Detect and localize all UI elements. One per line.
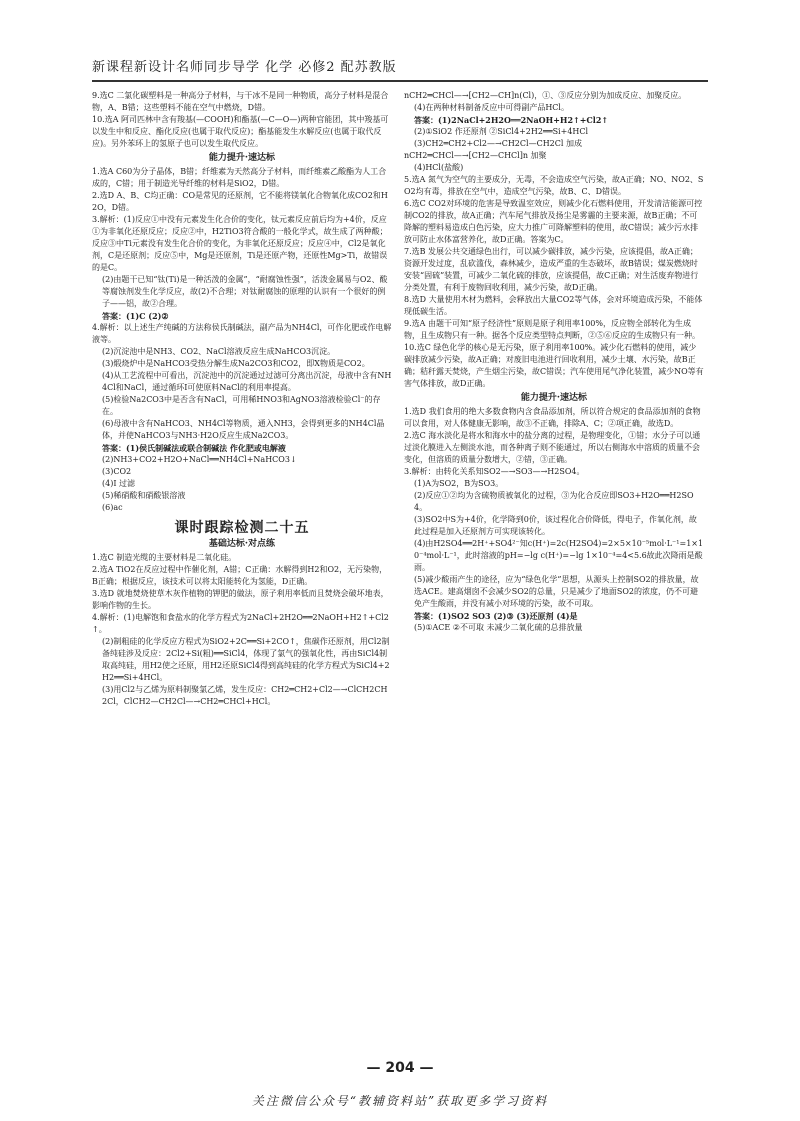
text-line: (4)HCl(盐酸): [414, 163, 464, 172]
text-line: (6)ac: [102, 503, 123, 512]
text-line: 4.解析：(1)电解饱和食盐水的化学方程式为2NaCl+2H2O══2NaOH+H2↑+Cl2↑。: [92, 613, 389, 634]
text-line: (3)用Cl2与乙烯为原料制聚氯乙烯，发生反应：CH2═CH2+Cl2—→ClCH2CH2Cl，ClCH2—CH2Cl—→CH2═CHCl+HCl。: [102, 685, 388, 706]
text-line: 2.选A TiO2在反应过程中作催化剂，A错；C正确：水解得到H2和O2，无污染物，B正确；根据反应，该技术可以将太阳能转化为氢能，D正确。: [92, 565, 388, 586]
text-line: 答案：(1)侯氏制碱法或联合制碱法 作化肥或电解液: [102, 443, 286, 453]
text-line: (2)沉淀池中是NH3、CO2、NaCl溶液反应生成NaHCO3沉淀。: [102, 347, 336, 356]
text-line: 1.选D 我们食用的绝大多数食物内含食品添加剂，所以符合规定的食品添加剂的食物可以食用，对人体健康无影响，故③不正确，排除A、C；②项正确，故选D。: [404, 407, 701, 428]
text-line: 答案：(1)2NaCl+2H2O══2NaOH+H2↑+Cl2↑: [414, 115, 609, 125]
text-line: (2)①SiO2 作还原剂 ②SiCl4+2H2══Si+4HCl: [414, 127, 589, 136]
text-line: (4)从工艺流程中可看出，沉淀池中的沉淀通过过滤可分离出沉淀，母液中含有NH4Cl和NaCl，通过循环Ⅰ可使原料NaCl的利用率提高。: [102, 371, 392, 392]
text-line: 5.选A 氮气为空气的主要成分，无毒，不会造成空气污染，故A正确；NO、NO2、SO2均有毒，排放在空气中，造成空气污染，故B、C、D错误。: [404, 175, 704, 196]
text-line: 答案：(1)SO2 SO3 (2)③ (3)还原剂 (4)是: [414, 611, 578, 621]
text-line: 3.解析：(1)反应①中没有元素发生化合价的变化，钛元素反应前后均为+4价，反应①为非氧化还原反应；反应②中，H2TiO3符合酸的一般化学式，故生成了两种酸；反应③中Ti元素没有发生化合价的变化，为非氧化还原反应；反应④中，Cl2是氧化剂，C是还原剂；反应⑤中，Mg是还原剂，Ti是还原产物，还原性Mg>Ti，故错误的是C。: [92, 215, 388, 272]
text-line: 7.选B 发展公共交通绿色出行，可以减少碳排放，减少污染，应该提倡，故A正确；资源开发过度，乱砍滥伐，森林减少，造成严重的生态破坏，故B错误；煤炭燃烧时安装“固硫”装置，可减少二氧化硫的排放，应该提倡，故C正确；对生活废弃物进行分类处置，有利于废物回收利用，减少污染，故D正确。: [404, 247, 699, 292]
page-number: — 204 —: [366, 1060, 434, 1076]
text-line: 3.选D 就地焚烧使草木灰作植物的钾肥的做法，原子利用率低而且焚烧会破坏地表，影响作物的生长。: [92, 589, 389, 610]
text-line: (2)NH3+CO2+H2O+NaCl══NH4Cl+NaHCO3↓: [102, 455, 297, 464]
text-line: (1)A为SO2，B为SO3。: [414, 479, 504, 488]
text-line: (2)反应①②均为含硫物质被氧化的过程，③为化合反应即SO3+H2O══H2SO4。: [414, 491, 694, 512]
text-line: 6.选C CO2对环境的危害是导致温室效应，则减少化石燃料使用，开发清洁能源可控制CO2的排放，故A正确；汽车尾气排放及扬尘是雾霾的主要来源，故B正确；不可降解的塑料易造成白色污染，应大力推广可降解塑料的使用，故C错误；减少污水排放可防止水体富营养化，故D正确。答案为C。: [404, 199, 703, 244]
text-line: 2.选C 海水淡化是将水和海水中的盐分离的过程，是物理变化，①错；水分子可以通过淡化膜进入左侧淡水池，而各种离子则不能通过，所以右侧海水中溶质的质量不会变化，但溶质的质量分数增大，②错，③正确。: [404, 431, 701, 464]
text-line: 答案：(1)C (2)②: [102, 311, 169, 321]
text-line: (5)①ACE ②不可取 未减少二氧化硫的总排放量: [414, 623, 583, 632]
sub-heading-basic: 基础达标·对点练: [208, 539, 276, 549]
text-line: nCH2═CHCl—→[CH2—CH]n(Cl)，①、③反应分别为加成反应、加聚反应。: [404, 91, 687, 100]
text-line: (4)在两种材料制备反应中可得副产品HCl。: [414, 103, 569, 112]
text-line: 1.选C 制造光缆的主要材料是二氧化硅。: [92, 553, 237, 562]
text-line: (5)稀硝酸和硝酸银溶液: [102, 491, 186, 500]
text-line: 1.选A C60为分子晶体，B错；纤维素为天然高分子材料，而纤维素乙酸酯为人工合成的，C错；用于制造光导纤维的材料是SiO2，D错。: [92, 167, 387, 188]
left-column: [92, 90, 392, 708]
text-line: (3)CO2: [102, 467, 132, 476]
text-line: (3)煅烧炉中是NaHCO3受热分解生成Na2CO3和CO2，即X物质是CO2。: [102, 359, 370, 368]
text-line: (4)Ⅰ 过滤: [102, 479, 136, 488]
text-line: 9.选C 二氯化碳塑料是一种高分子材料，与干冰不是同一种物质，高分子材料是混合物，A、B错；这些塑料不能在空气中燃烧，D错。: [92, 91, 389, 112]
text-line: 2.选D A、B、C均正确：CO是常见的还原剂，它不能将镁氧化合物氧化成CO2和H2O，D错。: [92, 191, 388, 212]
text-line: 9.选A 由题干可知“原子经济性”原则是原子利用率100%，反应物全部转化为生成物，且生成物只有一种。据各个反应类型特点判断，②⑤⑥反应的生成物只有一种。: [404, 319, 700, 340]
text-line: (2)由题干已知“钛(Ti)是一种活泼的金属”，“耐腐蚀性强”，活泼金属易与O2、酸等腐蚀剂发生化学反应，故(2)不合理；对钛耐腐蚀的原理的认识有一个很好的例子——铝，故②合理。: [102, 275, 388, 308]
text-line: 10.选C 绿色化学的核心是无污染，原子利用率100%。减少化石燃料的使用，减少碳排放减少污染，故A正确；对废旧电池进行回收利用，减少土壤、水污染，故B正确；秸秆露天焚烧，产生烟尘污染，故C错误；汽车使用尾气净化装置，减少NO等有害气体排放，故D正确。: [404, 343, 704, 388]
text-line: (3)SO2中S为+4价，化学降到0价，该过程化合价降低，得电子，作氧化剂，故此过程是加入还原剂方可实现该转化。: [414, 515, 697, 536]
text-line: 4.解析：以上述生产纯碱的方法称侯氏制碱法，副产品为NH4Cl，可作化肥或作电解液等。: [92, 323, 392, 344]
sub-heading-ability-right: 能力提升·速达标: [520, 393, 588, 403]
sub-heading-ability: 能力提升·速达标: [208, 153, 276, 163]
text-line: (4)由H2SO4══2H⁺+SO4²⁻知c(H⁺)=2c(H2SO4)=2×5×10⁻⁵mol·L⁻¹=1×10⁻⁴mol·L⁻¹，此时溶液的pH=−lg c(H⁺)=−lg 1×10⁻⁴=4<5.6故此次降雨是酸雨。: [414, 539, 704, 572]
text-line: (6)母液中含有NaHCO3、NH4Cl等物质，通入NH3，会得到更多的NH4Cl晶体，并使NaHCO3与NH3·H2O反应生成Na2CO3。: [102, 419, 385, 440]
text-line: 3.解析：由转化关系知SO2—→SO3—→H2SO4。: [404, 467, 585, 476]
section-title: 课时跟踪检测二十五: [174, 520, 310, 536]
page-header: 新课程新设计名师同步导学 化学 必修2 配苏教版: [92, 60, 397, 75]
right-column: [404, 90, 704, 634]
text-line: 10.选A 阿司匹林中含有羧基(—COOH)和酯基(—C—O—)两种官能团，其中羧基可以发生中和反应、酯化反应(也属于取代反应)；酯基能发生水解反应(也属于取代反应)。另外苯环上的氢原子也可以发生取代反应。: [92, 115, 389, 148]
text-line: 8.选D 大量使用木材为燃料，会释放出大量CO2等气体，会对环境造成污染，不能体现低碳生活。: [404, 295, 703, 316]
text-line: (3)CH2═CH2+Cl2—→CH2Cl—CH2Cl 加成: [414, 139, 582, 148]
text-line: (2)制粗硅的化学反应方程式为SiO2+2C══Si+2CO↑，焦碳作还原剂，用Cl2制备纯硅涉及反应：2Cl2+Si(粗)══SiCl4，体现了氯气的强氧化性，再由SiCl4制取高纯硅，用H2使之还原，用H2还原SiCl4得到高纯硅的化学方程式为SiCl4+2H2══Si+4HCl。: [102, 637, 390, 682]
footer-note: 关注微信公众号“教辅资料站”获取更多学习资料: [251, 1094, 549, 1108]
header-rule: [92, 80, 708, 82]
text-line: nCH2═CHCl—→[CH2—CHCl]n 加聚: [404, 151, 547, 160]
text-line: (5)减少酸雨产生的途径，应为“绿色化学”思想，从源头上控制SO2的排放量，故选ACE。建高烟囱不会减少SO2的总量，只是减少了地面SO2的浓度，仍不可避免产生酸雨，并没有减小对环境的污染，故不可取。: [414, 575, 699, 608]
text-line: (5)检验Na2CO3中是否含有NaCl，可用稀HNO3和AgNO3溶液检验Cl⁻的存在。: [102, 395, 381, 416]
